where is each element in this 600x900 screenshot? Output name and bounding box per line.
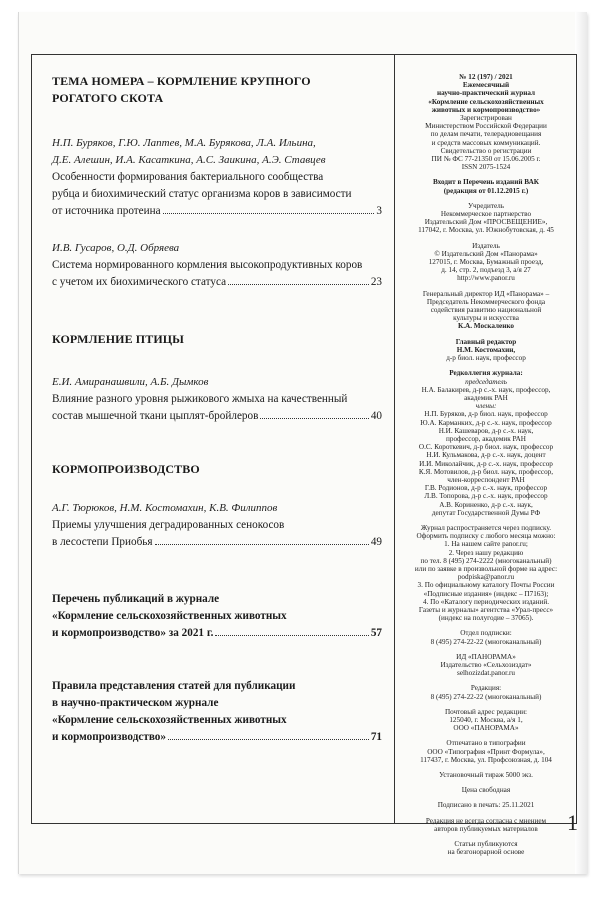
- article-authors: Д.Е. Алешин, И.А. Касаткина, А.С. Заикина, А.Э. Ставцев: [52, 154, 326, 166]
- publisher-link[interactable]: http://www.panor.ru: [457, 274, 515, 283]
- panorama-block: ИД «ПАНОРАМА» Издательство «Сельхозиздат» selhozizdat.panor.ru: [396, 653, 576, 678]
- price: Цена свободная: [461, 786, 511, 795]
- director-block: Генеральный директор ИД «Панорама» – Председатель Некоммерческого фонда содействия развитию национальной культуры и искусства К.А. Москаленко: [422, 289, 550, 331]
- page-ref: 40: [370, 410, 382, 422]
- leader-dots: [163, 213, 375, 214]
- entry-title: «Кормление сельскохозяйственных животных: [52, 610, 287, 622]
- journal-page: [18, 12, 587, 874]
- page-ref: 23: [370, 276, 382, 288]
- leader-dots: [260, 418, 368, 419]
- imprint-column: [396, 73, 576, 856]
- subscription-block: Журнал распространяется через подписку. Оформить подписку с любого месяца можно: 1. На нашем сайте panor.ru; 2. Через нашу редакцию по тел. 8 (495) 274-2222 (многоканальный) или по заявке в произвольной форме на адрес: podpiska@panor.ru 3. По официальному каталогу Почты России «Подписные издания» (индекс – П7163); 4. По «Каталогу периодических изданий. Газеты и журналы» агентства «Урал-пресс» (индекс на полугодие – 37065).: [396, 524, 576, 622]
- article-authors: А.Г. Тюрюков, Н.М. Костомахин, К.В. Филиппов: [52, 502, 278, 514]
- page-ref: 71: [370, 731, 382, 743]
- leader-dots: [168, 739, 369, 740]
- article-authors: Н.П. Буряков, Г.Ю. Лаптев, М.А. Бурякова, Л.А. Ильина,: [52, 137, 316, 149]
- article-authors: И.В. Гусаров, О.Д. Обряева: [52, 242, 180, 254]
- page-number: 1: [567, 810, 578, 835]
- toc-entry[interactable]: [52, 240, 382, 291]
- article-authors: Е.И. Амиранашвили, А.Б. Дымков: [52, 376, 209, 388]
- subscription-dept-block: Отдел подписки: 8 (495) 274-22-22 (многоканальный): [430, 629, 542, 646]
- article-title: Приемы улучшения деградированных сенокосов: [52, 519, 285, 531]
- entry-title: и кормопроизводство» за 2021 г.: [52, 627, 214, 639]
- signed-date: Подписано в печать: 25.11.2021: [437, 801, 535, 810]
- subscription-email[interactable]: podpiska@panor.ru: [457, 573, 515, 582]
- toc-section: [52, 461, 382, 551]
- article-title: Особенности формирования бактериального сообщества: [52, 171, 324, 183]
- page-ref: 57: [370, 627, 382, 639]
- toc-entry[interactable]: [52, 591, 382, 642]
- toc-section: [52, 73, 382, 291]
- disclaimer-block: Редакция не всегда согласна с мнением авторов публикуемых материалов: [425, 816, 547, 833]
- vak-block: Входит в Перечень изданий ВАК (редакция от 01.12.2015 г.): [432, 178, 540, 195]
- leader-dots: [215, 635, 368, 636]
- editorial-board: Редколлегия журнала: председатель Н.А. Балакирев, д-р с.-х. наук, профессор, академик РАН члены: Н.П. Буряков, д-р биол. наук, профессор Ю.А. Карманких, д-р с.-х. наук, профессор Н.И. Кашеваров, д-р с.-х. наук, профессор, академик РАН О.С. Короткевич, д-р биол. наук, профессор Н.И. Кульмакова, д-р с.-х. наук, доцент И.И. Миколайчик, д-р с.-х. наук, профессор К.Я. Мотовилов, д-р биол. наук, профессор, член-корреспондент РАН Г.В. Родионов, д-р с.-х. наук, профессор Л.В. Топорова, д-р с.-х. наук, профессор А.В. Кориненко, д-р с.-х. наук, депутат Государственной Думы РФ: [418, 369, 554, 517]
- column-divider: [394, 55, 395, 823]
- circulation: Установочный тираж 5000 экз.: [439, 771, 533, 780]
- article-title: в лесостепи Приобья: [52, 536, 153, 548]
- article-title: Система нормированного кормления высокопродуктивных коров: [52, 259, 363, 271]
- postal-block: Почтовый адрес редакции: 125040, г. Москва, а/я 1, ООО «ПАНОРАМА»: [444, 707, 528, 733]
- printing-block: Отпечатано в типографии ООО «Типография «Принт Формула», 117437, г. Москва, ул. Профсоюзная, д. 104: [420, 739, 552, 764]
- founder-block: Учредитель Некоммерческое партнерство Издательский Дом «ПРОСВЕЩЕНИЕ», 117042, г. Москва, ул. Южнобутовская, д. 45: [418, 201, 554, 235]
- entry-title: Правила представления статей для публикации: [52, 680, 296, 692]
- table-of-contents: [52, 67, 382, 746]
- editorial-contacts: Редакция: 8 (495) 274-22-22 (многоканальный): [430, 684, 542, 701]
- section-title: КОРМОПРОИЗВОДСТВО: [52, 462, 200, 476]
- section-title: КОРМЛЕНИЕ ПТИЦЫ: [52, 332, 185, 346]
- entry-title: «Кормление сельскохозяйственных животных: [52, 714, 287, 726]
- entry-title: и кормопроизводство»: [52, 731, 166, 743]
- leader-dots: [228, 284, 369, 285]
- toc-entry[interactable]: [52, 135, 382, 220]
- entry-title: в научно-практическом журнале: [52, 697, 219, 709]
- publisher-block: Издатель © Издательский Дом «Панорама» 127015, г. Москва, Бумажный проезд, д. 14, стр. 2, подъезд 3, а/я 27 http://www.panor.ru: [396, 242, 576, 283]
- page-ref: 3: [376, 205, 382, 217]
- leader-dots: [155, 544, 369, 545]
- toc-entry[interactable]: [52, 678, 382, 746]
- article-title: от источника протеина: [52, 205, 161, 217]
- article-title: состав мышечной ткани цыплят-бройлеров: [52, 410, 259, 422]
- article-title: рубца и биохимический статус организма коров в зависимости: [52, 188, 352, 200]
- article-title: с учетом их биохимического статуса: [52, 276, 227, 288]
- toc-entry[interactable]: [52, 500, 382, 551]
- page-ref: 49: [370, 536, 382, 548]
- issue-block: № 12 (197) / 2021 Ежемесячный научно-практический журнал «Кормление сельскохозяйственных животных и кормопроизводство»: [428, 73, 544, 114]
- entry-title: Перечень публикаций в журнале: [52, 593, 220, 605]
- registration-block: Зарегистрирован Министерством Российской Федерации по делам печати, телерадиовещания и средств массовых коммуникаций. Свидетельство о регистрации ПИ № ФС 77-21350 от 15.06.2005 г. ISSN 2075-1524: [425, 114, 547, 172]
- chief-editor-block: Главный редактор Н.М. Костомахин, д-р биол. наук, профессор: [446, 337, 526, 363]
- section-title: ТЕМА НОМЕРА – КОРМЛЕНИЕ КРУПНОГО РОГАТОГО СКОТА: [52, 74, 311, 105]
- toc-section: [52, 331, 382, 425]
- free-publication-block: Статьи публикуются на безгонорарной основе: [447, 840, 525, 857]
- panorama-link[interactable]: selhozizdat.panor.ru: [457, 669, 515, 678]
- toc-entry[interactable]: [52, 374, 382, 425]
- article-title: Влияние разного уровня рыжикового жмыха на качественный: [52, 393, 348, 405]
- contents-frame: [31, 54, 577, 857]
